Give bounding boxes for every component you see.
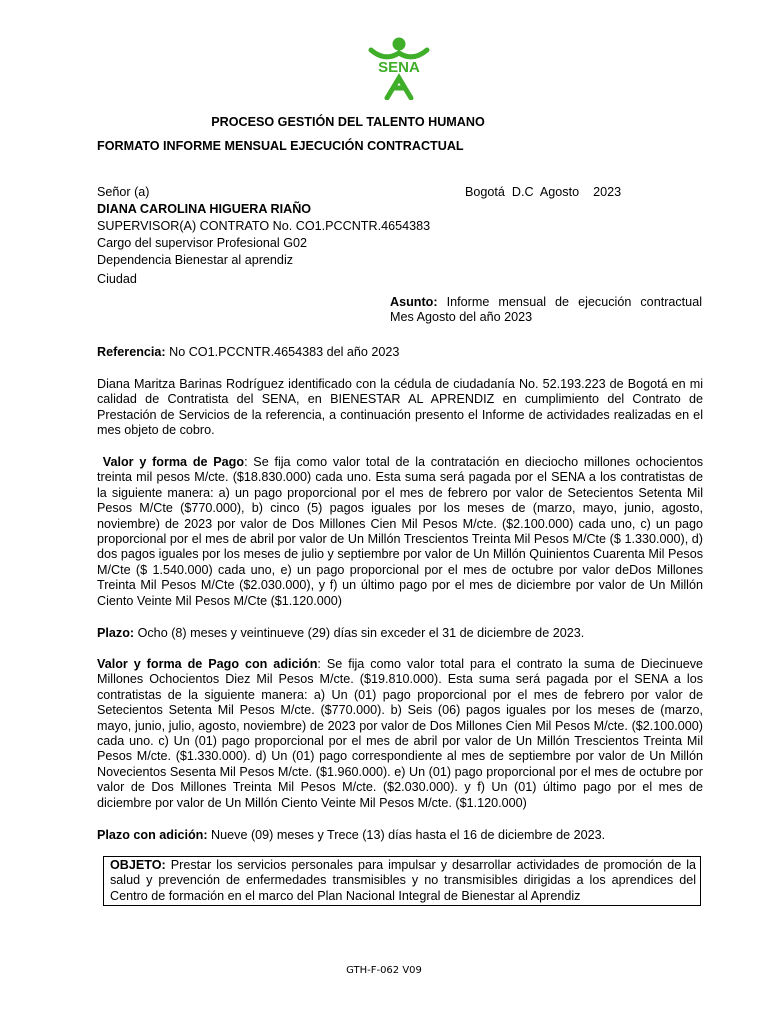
referencia-paragraph [97, 345, 703, 360]
valor-pago-label: Valor y forma de Pago [102, 455, 245, 469]
valor-pago-adicion-label: Valor y forma de Pago con adición [97, 657, 318, 671]
valor-pago-adicion-paragraph [97, 657, 703, 811]
objeto-text: Prestar los servicios personales para impulsar y desarrollar actividades de promoción de la salud y prevención de enfermedades transmisibles y no transmisibles dirigidas a los aprendices del Centro de formación en el marco del Plan Nacional Integral de Bienestar al Aprendiz [110, 858, 696, 903]
recipient-block [97, 185, 457, 270]
intro-paragraph: Diana Maritza Barinas Rodríguez identificado con la cédula de ciudadanía No. 52.193.223 de Bogotá en mi calidad de Contratista del SENA, en BIENESTAR AL APRENDIZ en cumplimiento del Contrato de Prestación de Servicios de la referencia, a continuación presento el Informe de actividades realizadas en el mes objeto de cobro. [97, 377, 703, 438]
referencia-text: No CO1.PCCNTR.4654383 del año 2023 [165, 345, 400, 359]
objeto-label: OBJETO: [110, 858, 166, 872]
asunto-block [390, 295, 702, 326]
document-title: PROCESO GESTIÓN DEL TALENTO HUMANO [211, 115, 485, 129]
recipient-city: Ciudad [97, 272, 137, 286]
logo-head [393, 38, 406, 51]
plazo-adicion-paragraph [97, 828, 703, 843]
document-subtitle: FORMATO INFORME MENSUAL EJECUCIÓN CONTRACTUAL [97, 139, 464, 153]
asunto-line-2: Mes Agosto del año 2023 [390, 310, 533, 325]
plazo-adicion-label: Plazo con adición: [97, 828, 208, 842]
asunto-text: Informe mensual de ejecución contractual [446, 295, 702, 309]
logo-text: SENA [378, 59, 420, 76]
recipient-dependency: Dependencia Bienestar al aprendiz [97, 252, 294, 267]
objeto-box [103, 856, 701, 906]
recipient-name: DIANA CAROLINA HIGUERA RIAÑO [97, 201, 312, 216]
plazo-adicion-text: Nueve (09) meses y Trece (13) días hasta el 16 de diciembre de 2023. [207, 828, 606, 842]
recipient-contract: SUPERVISOR(A) CONTRATO No. CO1.PCCNTR.4654383 [97, 218, 431, 233]
valor-pago-adicion-text: : Se fija como valor total para el contrato la suma de Diecinueve Millones Ochocientos Diez Mil Pesos M/cte. ($19.810.000). Esta suma será pagada por el SENA a los contratistas de la siguiente manera: a) Un (01) pago proporcional por el mes de febrero por valor de Setecientos Setenta Mil Pesos M/cte. ($770.000). b) Seis (06) pagos iguales por los meses de (marzo, mayo, junio, julio, agosto, noviembre) de 2023 por valor de Dos Millones Cien Mil Pesos M/cte. ($2.100.000) cada uno. c) Un (01) pago proporcional por el mes de abril por valor de Un Millón Trescientos Treinta Mil Pesos M/cte. ($1.330.000). d) Un (01) pago correspondiente al mes de septiembre por valor de Un Millón Novecientos Sesenta Mil Pesos M/cte. ($1.960.000). e) Un (01) pago proporcional por el mes de octubre por valor de Dos Millones Treinta Mil Pesos M/cte. ($2.030.000). y f) Un (01) último pago por el mes de diciembre por valor de Un Millón Ciento Veinte Mil Pesos M/cte. ($1.120.000) [97, 657, 704, 810]
valor-pago-paragraph [97, 455, 703, 609]
referencia-label: Referencia: [97, 345, 166, 359]
sena-logo [367, 36, 431, 100]
document-date: Bogotá D.C Agosto 2023 [465, 185, 622, 199]
plazo-label: Plazo: [97, 626, 135, 640]
valor-pago-text: : Se fija como valor total de la contratación en dieciocho millones ochocientos treinta mil pesos M/cte. ($18.830.000) cada uno. Esta suma será pagada por el SENA a los contratistas de la siguiente manera: a) un pago proporcional por el mes de febrero por valor de Setecientos Setenta Mil Pesos M/Cte ($770.000), b) cinco (5) pagos iguales por los meses de (marzo, mayo, junio, agosto, noviembre) de 2023 por valor de Dos Millones Cien Mil Pesos M/cte. ($2.100.000) cada uno, c) un pago proporcional por el mes de abril por valor de Un Millón Trescientos Treinta Mil Pesos M/Cte ($ 1.330.000), d) dos pagos iguales por los meses de julio y septiembre por valor de Un Millón Quinientos Cuarenta Mil Pesos M/Cte ($ 1.540.000) cada uno, e) un pago proporcional por el mes de octubre por valor deDos Millones Treinta Mil Pesos M/Cte ($2.030.000), y f) un último pago por el mes de diciembre por valor de Un Millón Ciento Veinte Mil Pesos M/Cte ($1.120.000) [97, 455, 704, 608]
asunto-label: Asunto: [390, 295, 438, 309]
asunto-line-1 [390, 295, 702, 310]
plazo-paragraph [97, 626, 703, 641]
salutation: Señor (a) [97, 185, 150, 199]
plazo-text: Ocho (8) meses y veintinueve (29) días sin exceder el 31 de diciembre de 2023. [134, 626, 585, 640]
recipient-role: Cargo del supervisor Profesional G02 [97, 235, 308, 250]
logo-arms [371, 50, 427, 57]
logo-legs [387, 78, 411, 98]
footer-code: GTH-F-062 V09 [346, 965, 422, 976]
